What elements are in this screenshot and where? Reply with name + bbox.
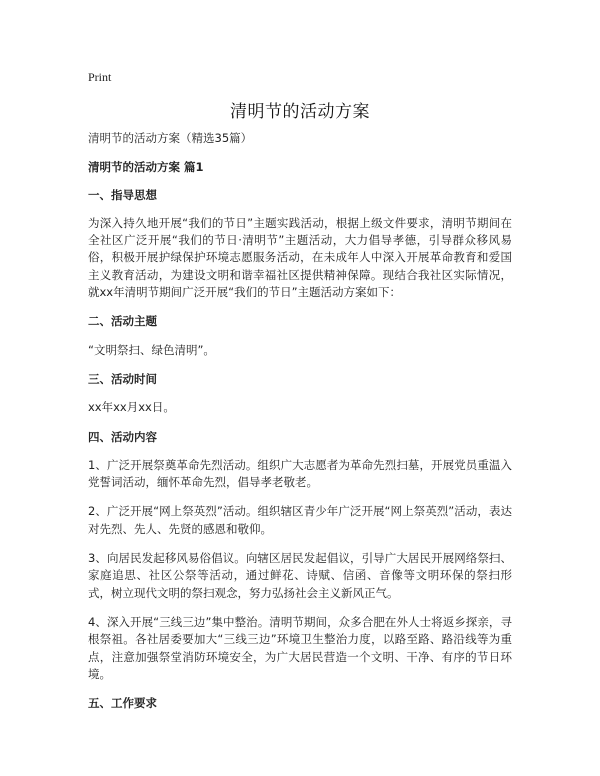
document-subtitle: 清明节的活动方案（精选35篇） bbox=[88, 131, 253, 145]
paragraph-guiding: 为深入持久地开展“我们的节日”主题实践活动，根据上级文件要求，清明节期间在全社区广泛开展“我们的节日·清明节”主题活动，大力倡导孝德，引导群众移风易俗，积极开展护绿保护环境志愿服务活动，在未成年人中深入开展革命教育和爱国主义教育活动，为建设文明和谐幸福社区提供精神保障。现结合我社区实际情况，就xx年清明节期间广泛开展“我们的节日”主题活动方案如下： bbox=[88, 215, 512, 300]
paragraph-content-2: 2、广泛开展“网上祭英烈”活动。组织辖区青少年广泛开展“网上祭英烈”活动，表达对先烈、先人、先贤的感恩和敬仰。 bbox=[88, 504, 512, 536]
print-label[interactable]: Print bbox=[88, 70, 112, 84]
section-heading-time: 三、活动时间 bbox=[88, 371, 157, 386]
section-heading-content: 四、活动内容 bbox=[88, 429, 157, 444]
part-heading: 清明节的活动方案 篇1 bbox=[88, 160, 204, 175]
section-heading-theme: 二、活动主题 bbox=[88, 314, 157, 329]
document-body bbox=[88, 130, 512, 723]
paragraph-time: xx年xx月xx日。 bbox=[88, 400, 175, 415]
document-title: 清明节的活动方案 bbox=[230, 102, 370, 122]
section-heading-guiding: 一、指导思想 bbox=[88, 187, 157, 202]
paragraph-content-4: 4、深入开展“三线三边”集中整治。清明节期间，众多合肥在外人士将返乡探亲，寻根祭祖。各社居委要加大“三线三边”环境卫生整治力度，以路至路、路沿线等为重点，注意加强祭堂消防环境安全，为广大居民营造一个文明、干净、有序的节日环境。 bbox=[88, 614, 512, 681]
paragraph-content-1: 1、广泛开展祭奠革命先烈活动。组织广大志愿者为革命先烈扫墓，开展党员重温入党誓词活动，缅怀革命先烈，倡导孝老敬老。 bbox=[88, 457, 512, 490]
paragraph-content-3: 3、向居民发起移风易俗倡议。向辖区居民发起倡议，引导广大居民开展网络祭扫、家庭追思、社区公祭等活动，通过鲜花、诗赋、信函、音像等文明环保的祭扫形式，树立现代文明的祭扫观念，努力弘扬社会主义新风正气。 bbox=[88, 551, 512, 600]
paragraph-theme: “文明祭扫、绿色清明”。 bbox=[88, 342, 215, 357]
section-heading-requirements: 五、工作要求 bbox=[88, 696, 157, 711]
